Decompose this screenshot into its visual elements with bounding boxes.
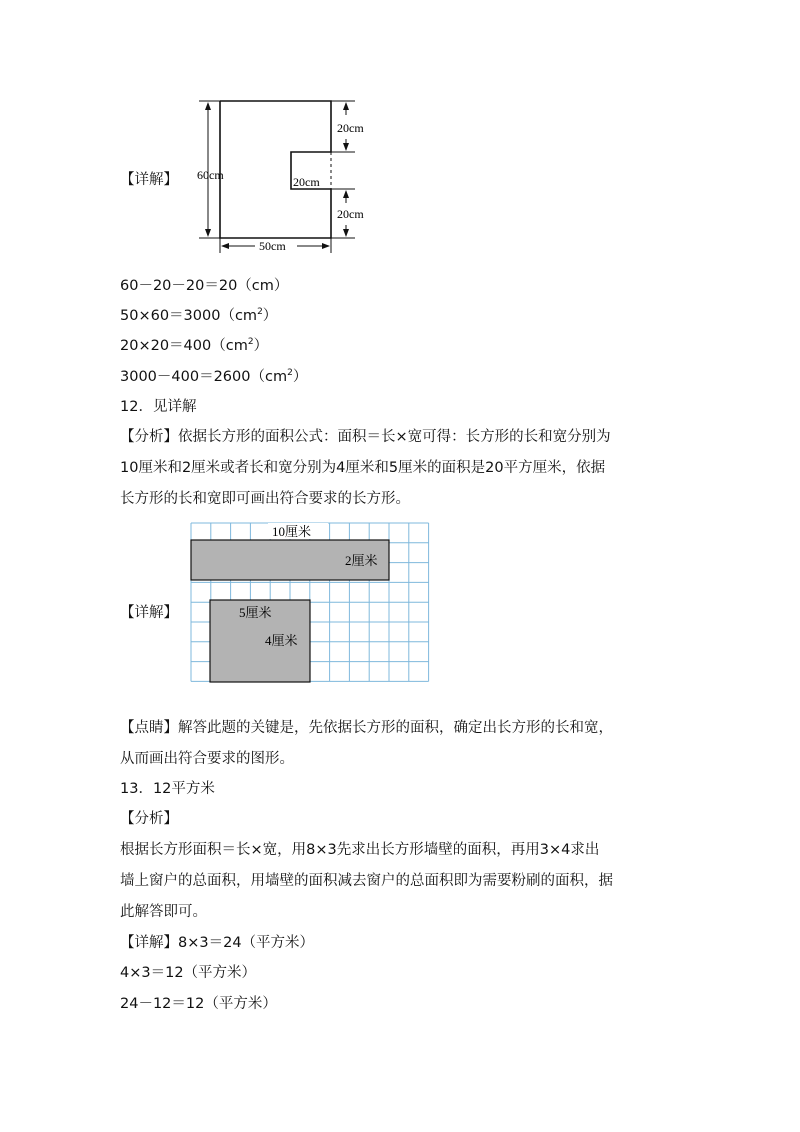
q13-analysis-line-2: 墙上窗户的总面积，用墙壁的面积减去窗户的总面积即为需要粉刷的面积，据 (120, 873, 613, 889)
q13-detail-line-3: 24－12＝12（平方米） (120, 996, 277, 1012)
l-shape-figure (195, 95, 385, 255)
detail-label-fig2: 【详解】 (120, 605, 178, 621)
q13-analysis-label: 【分析】 (120, 811, 178, 827)
q13-detail-line-1: 【详解】8×3＝24（平方米） (120, 935, 315, 951)
calc-line-1: 60－20－20＝20（cm） (120, 278, 289, 294)
q13-heading: 13．12平方米 (120, 781, 215, 797)
figure-outline (220, 101, 331, 238)
dim-left-label: 60cm (197, 168, 224, 182)
grid-figure (188, 520, 433, 686)
q13-analysis-line-1: 根据长方形面积＝长×宽，用8×3先求出长方形墙壁的面积，再用3×4求出 (120, 842, 600, 858)
calc-line-4: $3000-400=2600(cm^2)$ (120, 368, 308, 385)
q12-heading: 12．见详解 (120, 399, 197, 415)
calc-line-2: $50\times 60=3000(cm^2)$ (120, 307, 278, 324)
q13-analysis-line-3: 此解答即可。 (120, 904, 207, 920)
dim-notch-label: 20cm (293, 175, 320, 189)
q12-analysis-line-2: 10厘米和2厘米或者长和宽分别为4厘米和5厘米的面积是20平方厘米，依据 (120, 460, 606, 476)
rect2-side-label: 4厘米 (265, 633, 298, 648)
calc-line-3: $20\times 20=400(cm^2)$ (120, 337, 269, 354)
q12-analysis-line-3: 长方形的长和宽即可画出符合要求的长方形。 (120, 491, 410, 507)
q12-comment-line-1: 【点睛】解答此题的关键是，先依据长方形的面积，确定出长方形的长和宽， (120, 720, 613, 736)
dim-bottom-label: 50cm (259, 239, 286, 253)
q12-analysis-line-1: 【分析】依据长方形的面积公式：面积＝长×宽可得：长方形的长和宽分别为 (120, 429, 611, 445)
q12-comment-line-2: 从而画出符合要求的图形。 (120, 751, 294, 767)
rect1-top-label: 10厘米 (272, 524, 312, 539)
rect1-side-label: 2厘米 (345, 553, 378, 568)
detail-label-fig1: 【详解】 (120, 172, 178, 188)
rect2-top-label: 5厘米 (239, 605, 272, 620)
q13-detail-line-2: 4×3＝12（平方米） (120, 965, 257, 981)
dim-top-right-label: 20cm (337, 121, 364, 135)
dim-bottom-right-label: 20cm (337, 207, 364, 221)
